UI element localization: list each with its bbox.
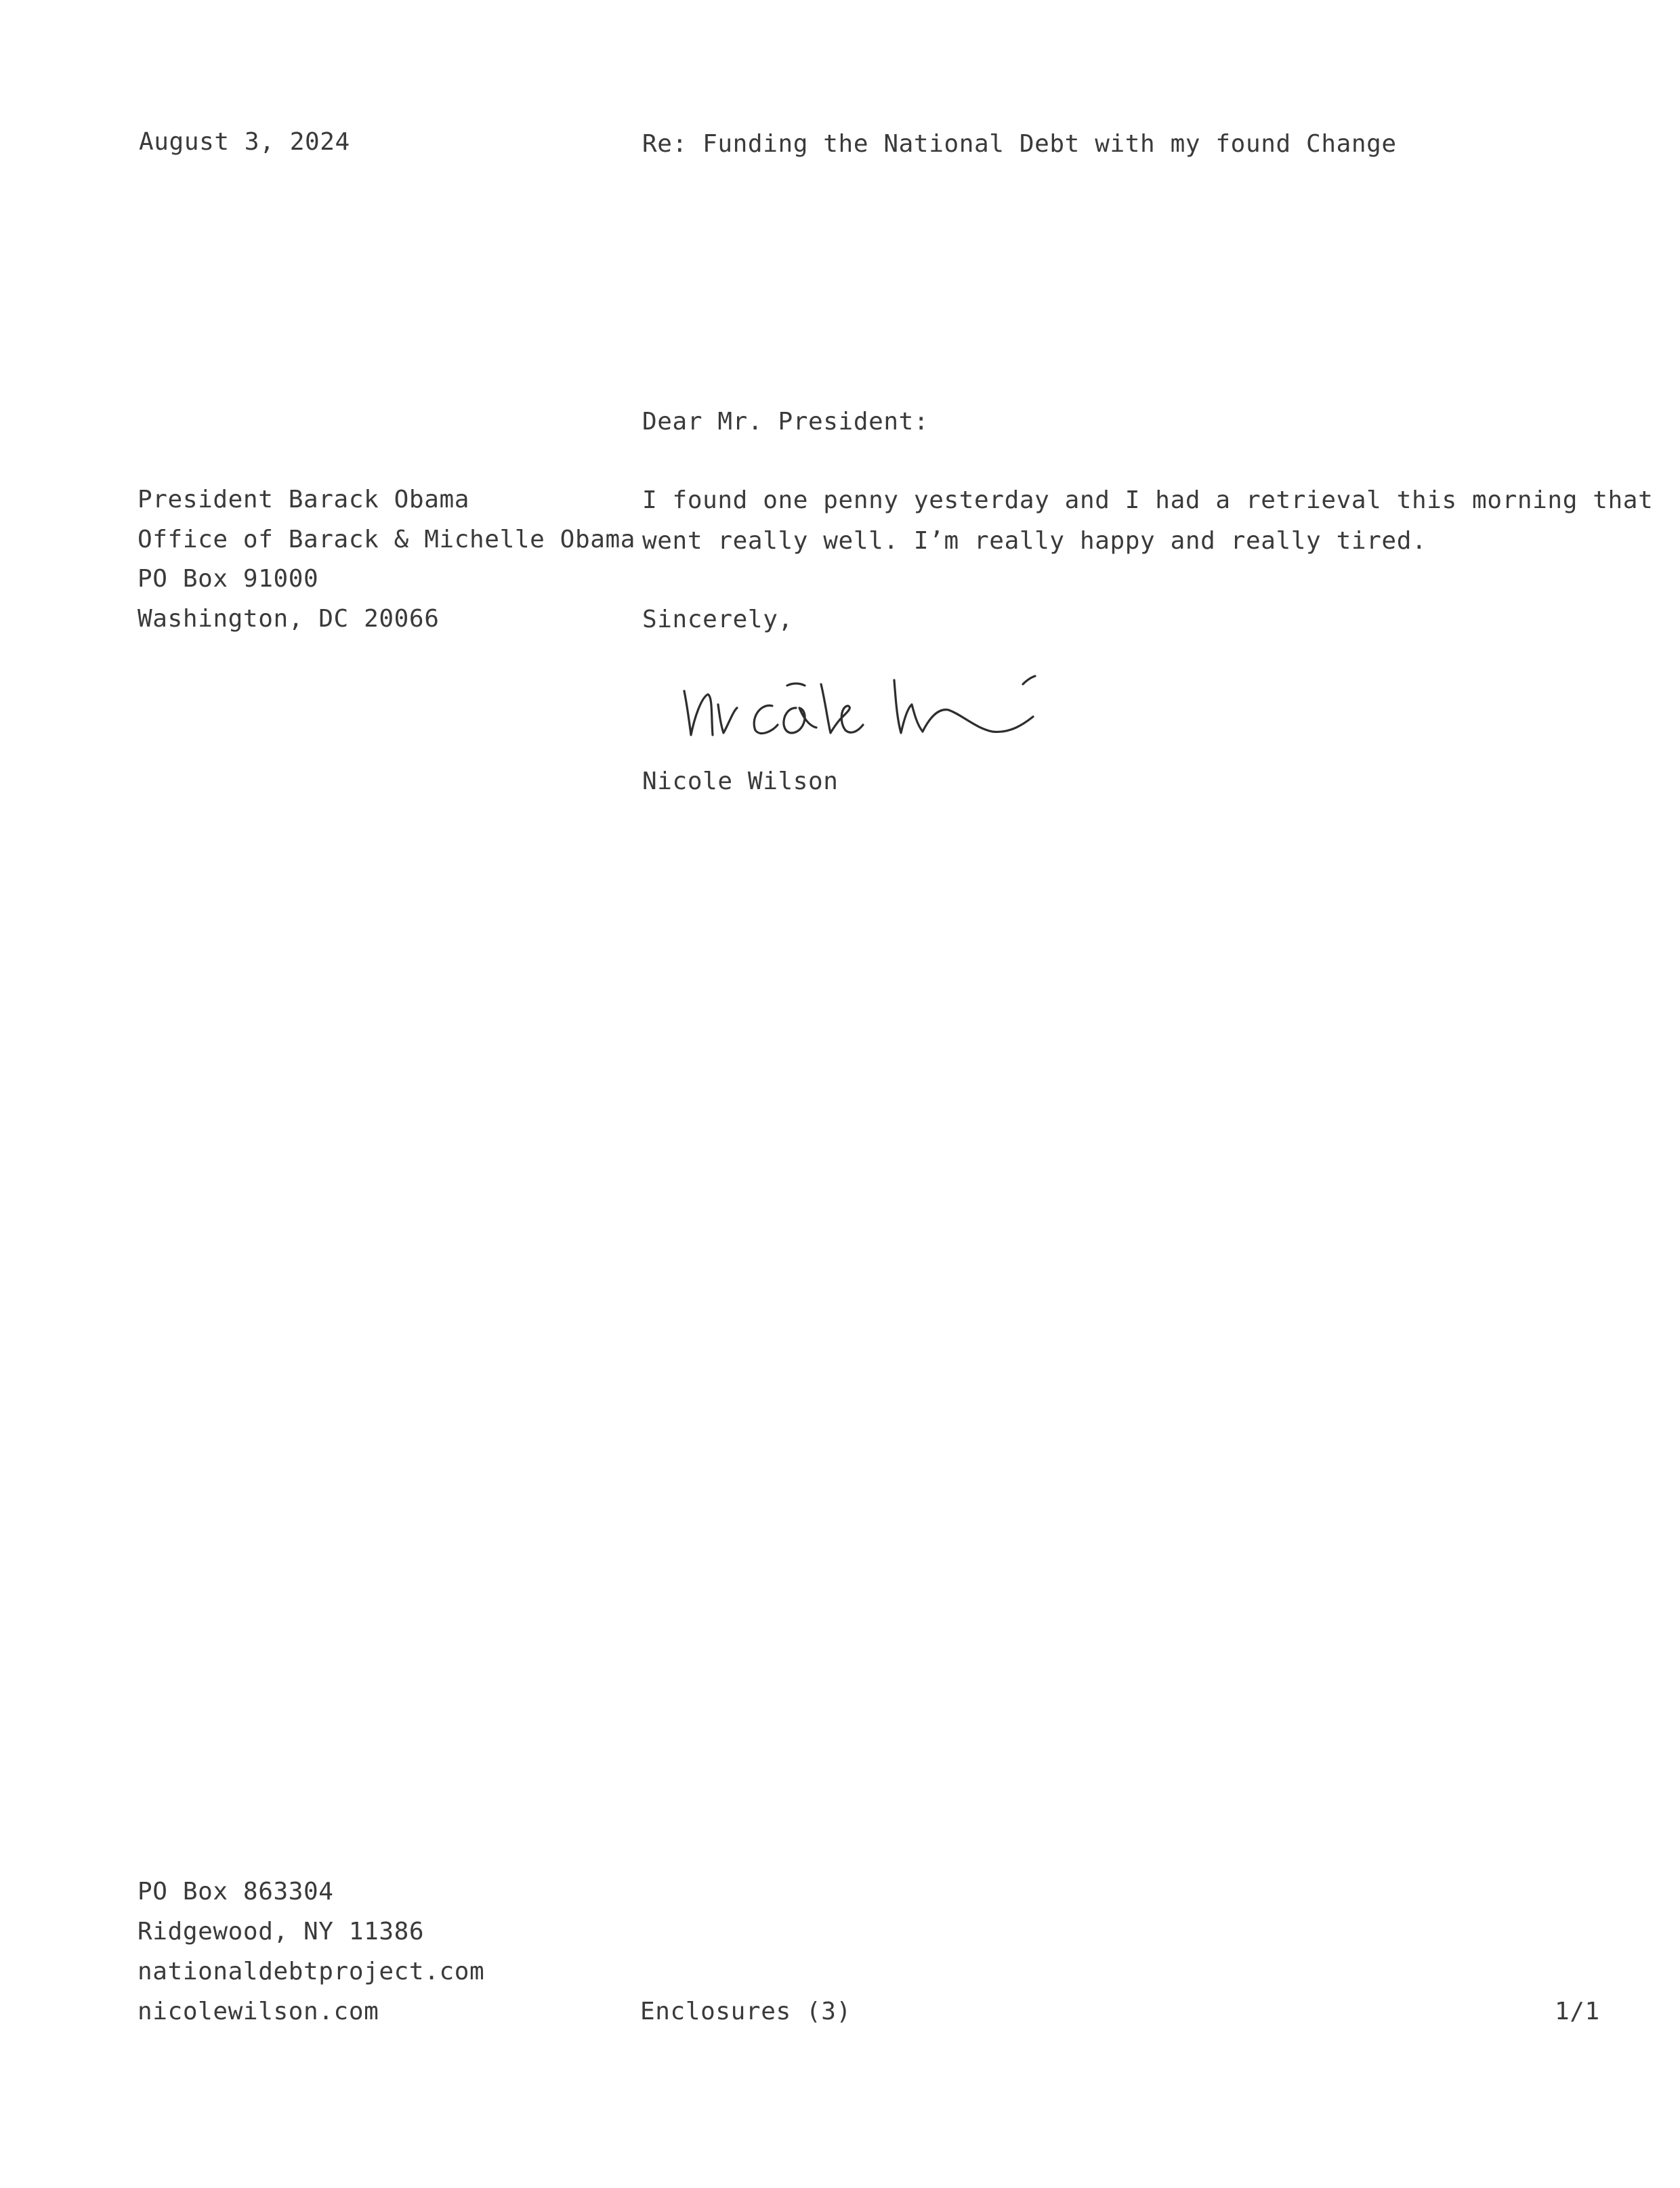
sender-website-link[interactable]: nationaldebtproject.com: [138, 1958, 485, 1985]
recipient-line: President Barack Obama: [138, 486, 470, 513]
subject-line: Re: Funding the National Debt with my found Change: [642, 130, 1397, 158]
recipient-line: PO Box 91000: [138, 565, 319, 593]
handwritten-signature: [671, 671, 1064, 745]
enclosures-note: Enclosures (3): [640, 1998, 852, 2025]
closing: Sincerely,: [642, 606, 793, 633]
recipient-line: Office of Barack & Michelle Obama: [138, 526, 636, 553]
page-number: 1/1: [1555, 1998, 1600, 2025]
sender-address-line: Ridgewood, NY 11386: [138, 1918, 425, 1945]
sender-address-line: PO Box 863304: [138, 1878, 334, 1906]
body-line: went really well. I’m really happy and really tired.: [642, 527, 1427, 555]
signer-name: Nicole Wilson: [642, 767, 839, 795]
letter-date: August 3, 2024: [139, 128, 350, 156]
sender-website-link[interactable]: nicolewilson.com: [138, 1998, 379, 2025]
body-line: I found one penny yesterday and I had a retrieval this morning that: [642, 486, 1654, 514]
salutation: Dear Mr. President:: [642, 408, 929, 436]
recipient-line: Washington, DC 20066: [138, 605, 440, 633]
